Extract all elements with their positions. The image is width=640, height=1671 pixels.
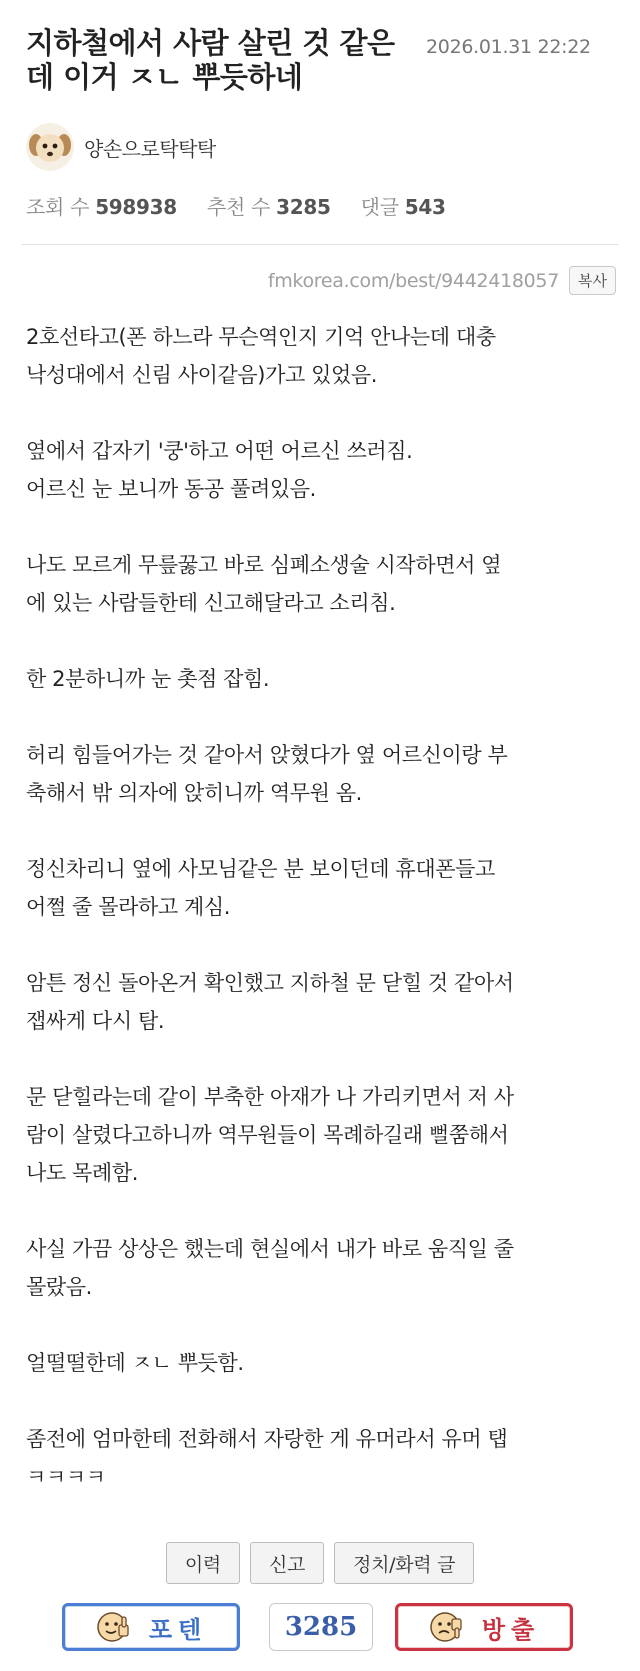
thumbs-up-face-icon: [95, 1609, 131, 1645]
body-line: 허리 힘들어가는 것 같아서 앉혔다가 옆 어르신이랑 부: [26, 743, 508, 767]
upvote-button[interactable]: [62, 1603, 240, 1651]
header-divider: [22, 244, 618, 245]
body-paragraph: [26, 1420, 618, 1496]
body-paragraph: [26, 318, 618, 394]
url-row: [268, 266, 616, 295]
recommend-count: 3285: [276, 195, 331, 219]
body-line: 사실 가끔 상상은 했는데 현실에서 내가 바로 움직일 줄: [26, 1237, 514, 1261]
vote-row: [0, 1603, 640, 1653]
vote-count: 3285: [269, 1603, 373, 1651]
body-paragraph: [26, 1230, 618, 1306]
views-stat: [26, 195, 177, 219]
downvote-button[interactable]: [395, 1603, 573, 1651]
body-line: 옆에서 갑자기 '쿵'하고 어떤 어르신 쓰러짐.: [26, 439, 413, 463]
thumbs-down-face-icon: [428, 1609, 464, 1645]
body-paragraph: [26, 660, 618, 698]
body-line: 나도 모르게 무릎꿇고 바로 심폐소생술 시작하면서 옆: [26, 553, 502, 577]
author-name[interactable]: 양손으로탁탁탁: [84, 136, 216, 161]
politics-report-button[interactable]: 정치/화력 글: [334, 1542, 474, 1584]
history-button[interactable]: 이력: [166, 1542, 240, 1584]
body-paragraph: [26, 850, 618, 926]
recommend-stat: [207, 195, 331, 219]
body-line: ㅋㅋㅋㅋ: [26, 1465, 106, 1489]
comments-label: 댓글: [360, 195, 399, 219]
downvote-label: 방출: [481, 1615, 541, 1644]
body-paragraph: [26, 964, 618, 1040]
body-line: 얼떨떨한데 ㅈㄴ 뿌듯함.: [26, 1351, 244, 1375]
body-line: 람이 살렸다고하니까 역무원들이 목례하길래 뻘쭘해서: [26, 1123, 509, 1147]
post-title-line: 지하철에서 사람 살린 것 같은: [26, 26, 395, 60]
comments-count: 543: [404, 195, 446, 219]
copy-url-button[interactable]: 복사: [569, 266, 616, 295]
post-actions: [0, 1542, 640, 1584]
body-paragraph: [26, 736, 618, 812]
post-title-line: 데 이거 ㅈㄴ 뿌듯하네: [26, 60, 303, 94]
body-line: 문 닫힐라는데 같이 부축한 아재가 나 가리키면서 저 사: [26, 1085, 514, 1109]
body-paragraph: [26, 546, 618, 622]
body-line: 에 있는 사람들한테 신고해달라고 소리침.: [26, 591, 396, 615]
author-row[interactable]: [26, 123, 216, 171]
body-line: 어쩔 줄 몰라하고 계심.: [26, 895, 231, 919]
post-stats: [26, 191, 470, 220]
body-line: 암튼 정신 돌아온거 확인했고 지하철 문 닫힐 것 같아서: [26, 971, 514, 995]
recommend-label: 추천 수: [206, 195, 271, 219]
post-header: [26, 26, 616, 219]
post-url[interactable]: fmkorea.com/best/9442418057: [267, 269, 560, 292]
body-line: 잽싸게 다시 탐.: [26, 1009, 165, 1033]
body-line: 2호선타고(폰 하느라 무슨역인지 기억 안나는데 대충: [26, 325, 496, 349]
views-count: 598938: [95, 195, 177, 219]
report-button[interactable]: 신고: [250, 1542, 324, 1584]
body-line: 어르신 눈 보니까 동공 풀려있음.: [26, 477, 316, 501]
views-label: 조회 수: [26, 195, 90, 219]
upvote-label: 포텐: [148, 1615, 208, 1644]
body-line: 한 2분하니까 눈 촛점 잡힘.: [26, 667, 270, 691]
comments-stat[interactable]: [361, 195, 446, 219]
body-paragraph: [26, 432, 618, 508]
puppy-avatar-icon: [26, 123, 74, 171]
body-line: 낙성대에서 신림 사이같음)가고 있었음.: [26, 363, 378, 387]
post-body: [26, 318, 618, 1496]
body-line: 좀전에 엄마한테 전화해서 자랑한 게 유머라서 유머 탭: [26, 1427, 508, 1451]
body-line: 나도 목례함.: [26, 1161, 138, 1185]
post-date: 2026.01.31 22:22: [426, 36, 591, 58]
title-row: [26, 26, 616, 94]
body-line: 몰랐음.: [26, 1275, 92, 1299]
body-paragraph: [26, 1344, 618, 1382]
body-line: 정신차리니 옆에 사모님같은 분 보이던데 휴대폰들고: [26, 857, 495, 881]
body-line: 축해서 밖 의자에 앉히니까 역무원 옴.: [26, 781, 362, 805]
body-paragraph: [26, 1078, 618, 1192]
